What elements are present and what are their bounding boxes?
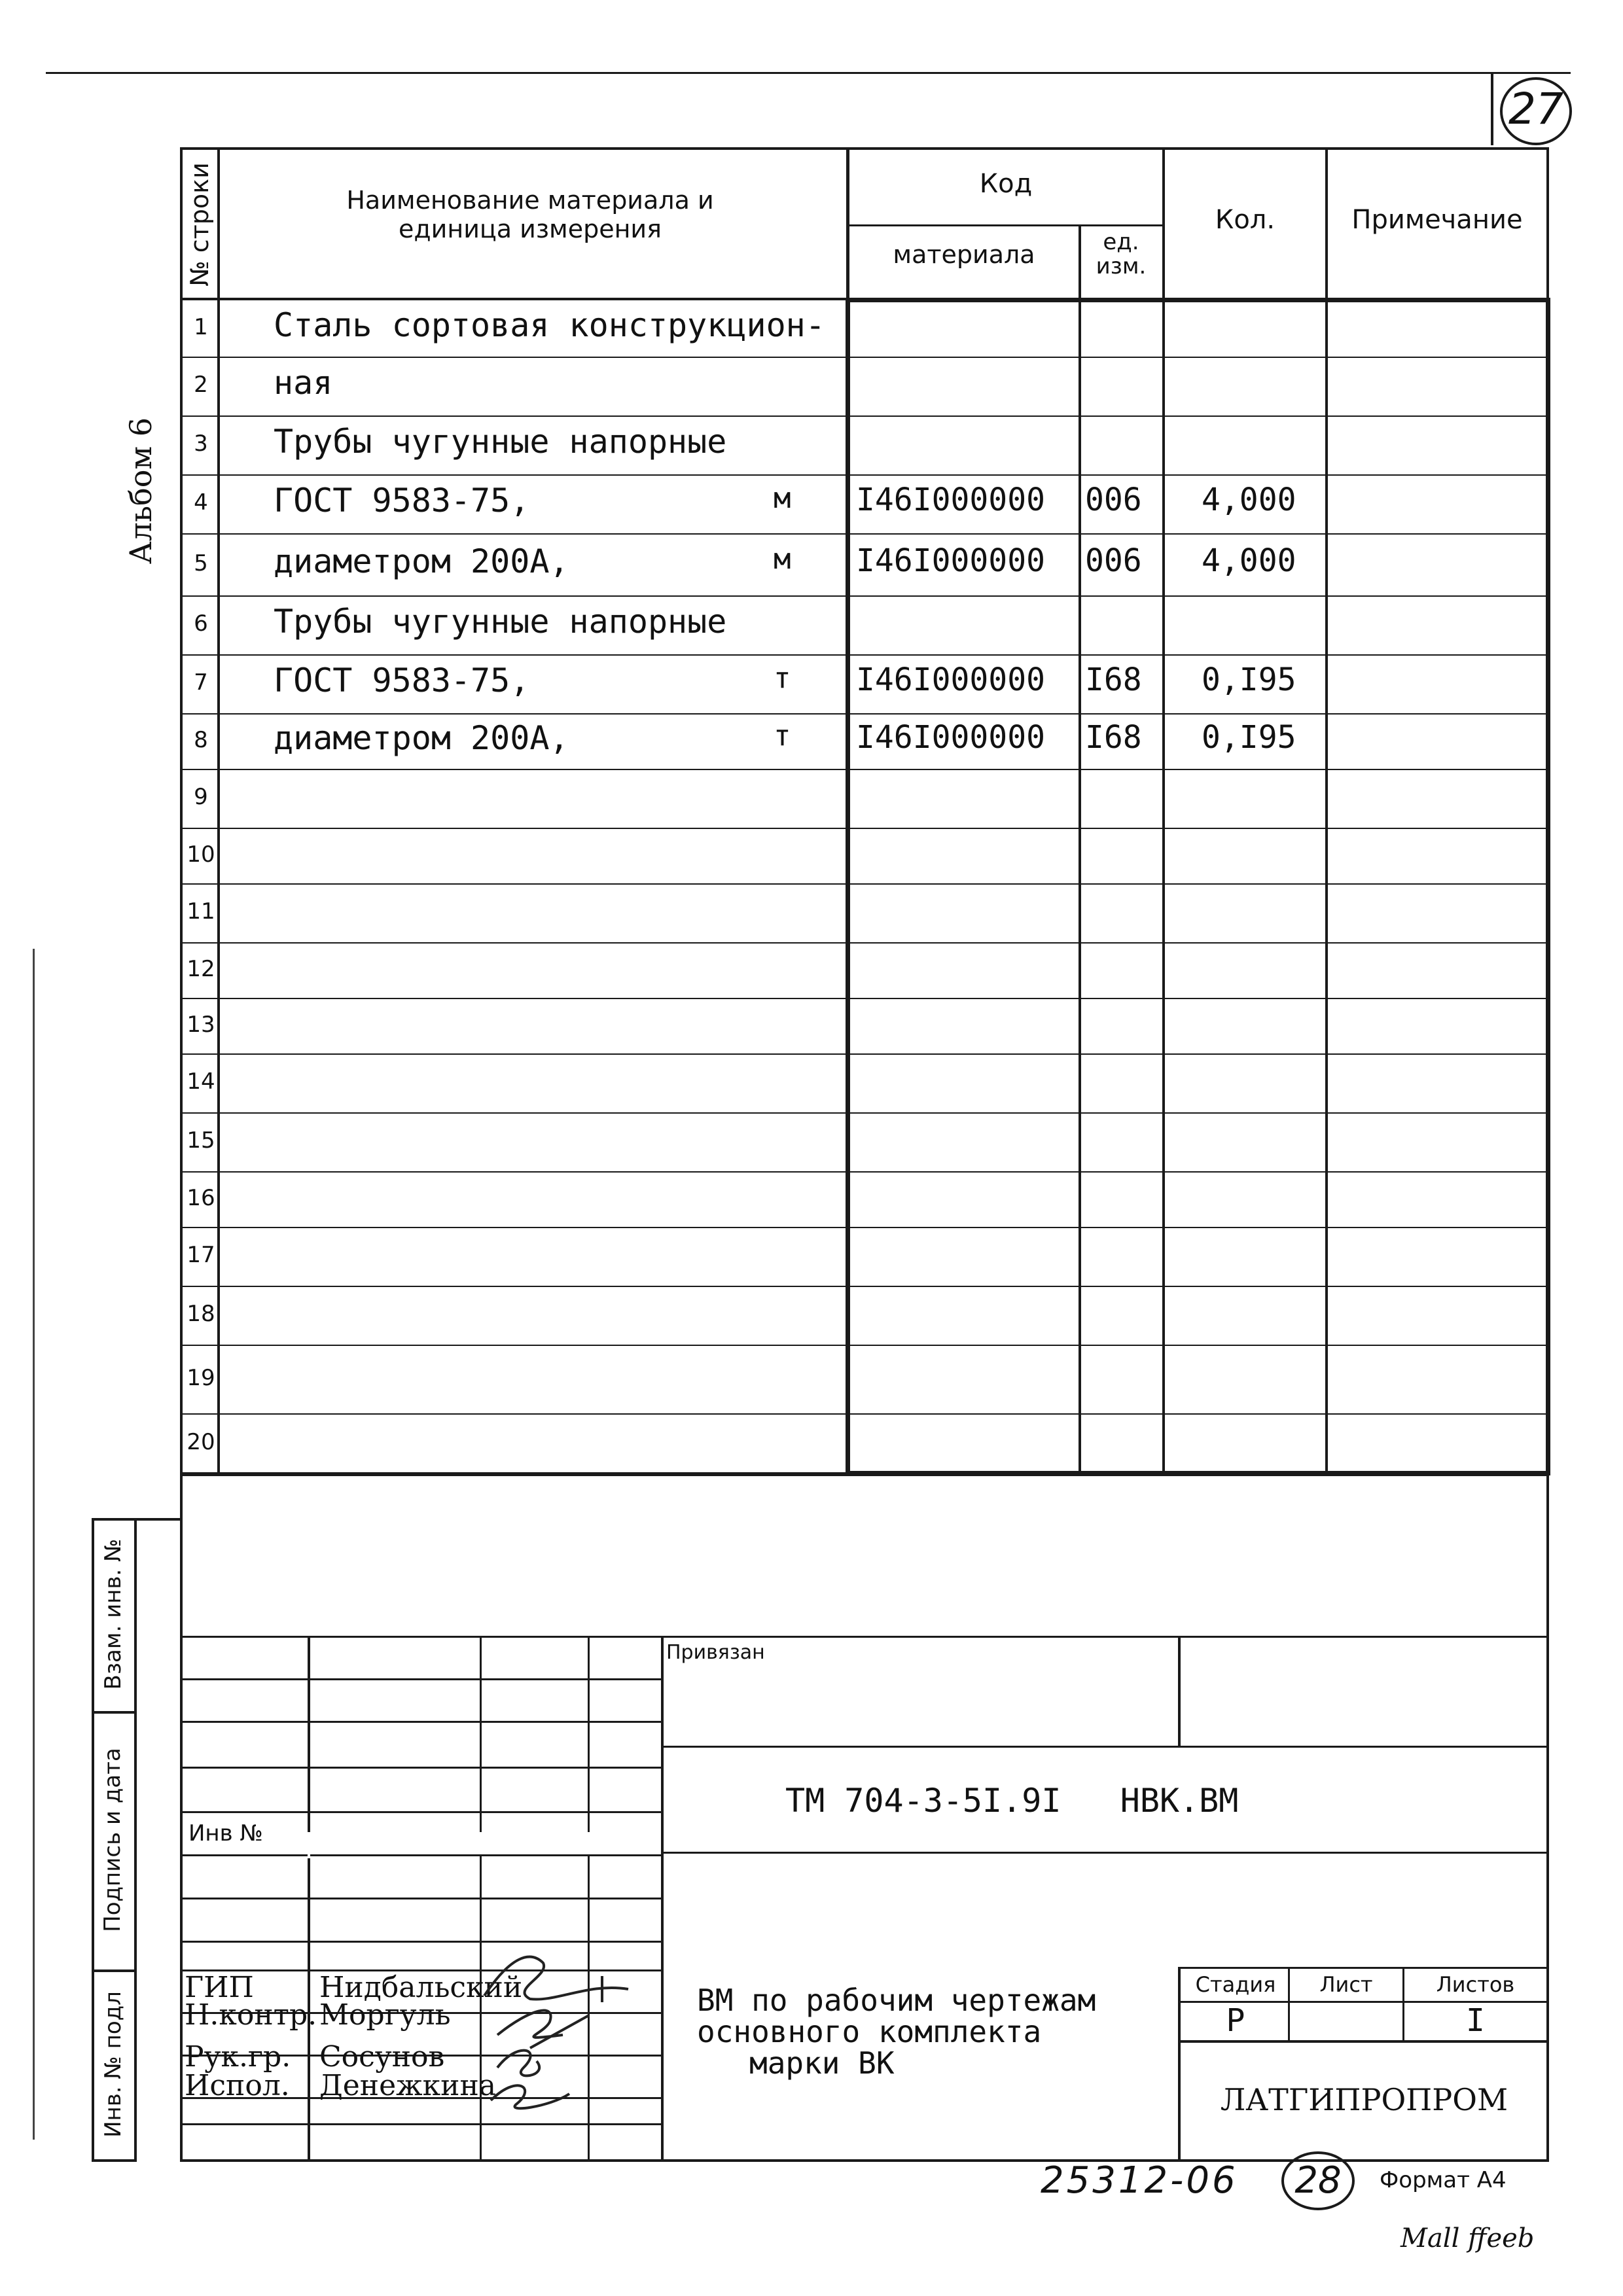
side-strip-right — [134, 1518, 137, 2161]
row-rule — [183, 1413, 1548, 1415]
row-number: 13 — [187, 1011, 215, 1038]
privyazan-label: Привязан — [666, 1641, 765, 1664]
stamp-v1-gap — [308, 1832, 310, 1858]
sheets-value: I — [1466, 2002, 1485, 2039]
role-gip: ГИП — [185, 1971, 254, 2004]
stamp-line-stage-bottom — [1178, 2040, 1549, 2043]
row-number: 17 — [187, 1242, 215, 1268]
row-rule — [183, 883, 1548, 885]
stamp-line-right-top — [1178, 1967, 1549, 1969]
row-rule — [183, 828, 1548, 829]
row-number: 1 — [194, 314, 208, 340]
row-rule — [183, 1171, 1548, 1173]
row-quantity: 0,I95 — [1202, 718, 1296, 756]
album-label: Альбом 6 — [123, 417, 158, 565]
title-line-3: марки ВК — [749, 2045, 895, 2081]
inv-no-label: Инв № — [188, 1820, 263, 1846]
name-nkontr: Моргуль — [319, 1998, 451, 2032]
header-row-no: № строки — [185, 162, 214, 287]
row-rule — [183, 1053, 1548, 1055]
row-rule — [183, 769, 1548, 770]
stamp-line-code-bottom — [661, 1852, 1549, 1854]
row-material-code: I46I000000 — [856, 662, 1045, 698]
row-rule — [183, 357, 1548, 358]
row-rule — [183, 1112, 1548, 1114]
stamp-v-right-block — [1178, 1967, 1181, 2159]
header-note: Примечание — [1351, 205, 1523, 235]
row-number: 3 — [194, 431, 208, 457]
side-strip-top — [92, 1518, 183, 1521]
row-number: 8 — [194, 726, 208, 753]
stage-value: Р — [1226, 2002, 1245, 2039]
row-quantity: 4,000 — [1202, 482, 1296, 518]
row-number: 12 — [187, 955, 215, 982]
row-name: диаметром 200А, — [274, 542, 569, 580]
row-number: 14 — [187, 1069, 215, 1095]
row-unit: т — [774, 718, 791, 752]
side-strip-left — [92, 1518, 94, 2161]
row-rule — [183, 1286, 1548, 1287]
row-material-code: I46I000000 — [856, 482, 1045, 518]
row-quantity: 4,000 — [1202, 542, 1296, 579]
row-material-code: I46I000000 — [856, 542, 1045, 579]
side-label-podpis: Подпись и дата — [99, 1748, 126, 1932]
signatures — [471, 1937, 720, 2113]
document-code: ТМ 704-3-5I.9I НВК.ВМ — [785, 1782, 1239, 1820]
row-number: 20 — [187, 1429, 215, 1455]
handwritten-note: Mall ffeeb — [1400, 2223, 1535, 2253]
stage-label: Стадия — [1195, 1972, 1276, 1997]
signature-nkontr — [497, 2011, 589, 2048]
role-nkontr: Н.контр. — [185, 1998, 317, 2032]
row-name: диаметром 200А, — [274, 718, 569, 757]
row-rule — [183, 942, 1548, 944]
signature-gip — [484, 1957, 628, 2002]
header-qty: Кол. — [1215, 205, 1275, 235]
row-rule — [183, 474, 1548, 476]
format-label: Формат А4 — [1380, 2167, 1507, 2193]
row-name: Трубы чугунные напорные — [274, 423, 727, 461]
row-number: 15 — [187, 1127, 215, 1154]
row-rule — [183, 533, 1548, 535]
name-gip: Нидбальский — [319, 1971, 523, 2004]
circled-number: 28 — [1294, 2159, 1342, 2202]
row-name: ная — [274, 364, 333, 402]
row-number: 4 — [194, 489, 208, 516]
sheet-label: Лист — [1319, 1972, 1373, 1997]
stamp-v3 — [588, 1636, 590, 1832]
header-unit: ед. изм. — [1096, 229, 1147, 280]
name-rukgr: Сосунов — [319, 2040, 445, 2074]
archive-number: 25312-06 — [1041, 2159, 1238, 2202]
row-quantity: 0,I95 — [1202, 662, 1296, 698]
row-number: 10 — [187, 841, 215, 868]
row-unit-code: 006 — [1085, 542, 1142, 579]
row-name: Трубы чугунные напорные — [274, 603, 727, 641]
row-number: 16 — [187, 1184, 215, 1211]
row-number: 5 — [194, 550, 208, 576]
sheets-label: Листов — [1436, 1972, 1515, 1997]
stamp-v2 — [480, 1636, 482, 1832]
row-number: 2 — [194, 372, 208, 398]
signature-ispol — [491, 2085, 569, 2108]
title-line-2: основного комплекта — [697, 2014, 1042, 2049]
stamp-line-top — [180, 1472, 1549, 1476]
side-label-inv-podl: Инв. № подл — [100, 1991, 126, 2138]
sheet-number: 27 — [1508, 84, 1563, 134]
row-material-code: I46I000000 — [856, 718, 1045, 756]
stamp-v-privyazan — [1178, 1636, 1181, 1746]
row-number: 11 — [187, 898, 215, 925]
row-name: ГОСТ 9583-75, — [274, 662, 530, 699]
row-rule — [183, 595, 1548, 597]
name-ispol: Денежкина — [319, 2069, 497, 2102]
stamp-line-mid — [661, 1746, 1549, 1748]
role-rukgr: Рук.гр. — [185, 2040, 291, 2074]
margin-bar — [33, 949, 35, 2140]
row-unit: м — [774, 542, 791, 576]
row-name: ГОСТ 9583-75, — [274, 482, 530, 520]
sheet-number-box — [1491, 72, 1493, 145]
col-sep-rowno — [217, 147, 220, 1475]
header-name: Наименование материала и единица измерения — [346, 186, 714, 243]
row-unit-code: 006 — [1085, 482, 1142, 518]
header-code: Код — [979, 169, 1033, 199]
side-label-vzam: Взам. инв. № — [100, 1538, 126, 1690]
row-unit: м — [774, 482, 791, 515]
stamp-v1 — [308, 1636, 310, 2159]
title-line-1: ВМ по рабочим чертежам — [697, 1983, 1096, 2018]
row-number: 9 — [194, 784, 208, 810]
frame-top — [180, 147, 1549, 150]
row-rule — [183, 998, 1548, 999]
role-ispol: Испол. — [185, 2069, 290, 2102]
row-rule — [183, 1227, 1548, 1228]
top-rule — [46, 72, 1571, 74]
row-unit-code: I68 — [1085, 662, 1142, 698]
row-rule — [183, 713, 1548, 715]
signature-rukgr — [497, 2051, 539, 2076]
row-rule — [183, 654, 1548, 656]
header-material: материала — [893, 240, 1035, 269]
organization: ЛАТГИПРОПРОМ — [1220, 2082, 1508, 2117]
row-rule — [183, 1345, 1548, 1346]
side-strip-div1 — [92, 1711, 137, 1714]
stamp-line-1 — [180, 1636, 1549, 1638]
row-number: 6 — [194, 610, 208, 637]
row-rule — [183, 415, 1548, 417]
row-number: 19 — [187, 1364, 215, 1391]
row-number: 18 — [187, 1301, 215, 1327]
row-number: 7 — [194, 669, 208, 696]
code-header-divider — [846, 224, 1165, 226]
row-unit-code: I68 — [1085, 718, 1142, 756]
row-name: Сталь сортовая конструкцион- — [274, 306, 825, 344]
row-unit: т — [774, 662, 791, 695]
